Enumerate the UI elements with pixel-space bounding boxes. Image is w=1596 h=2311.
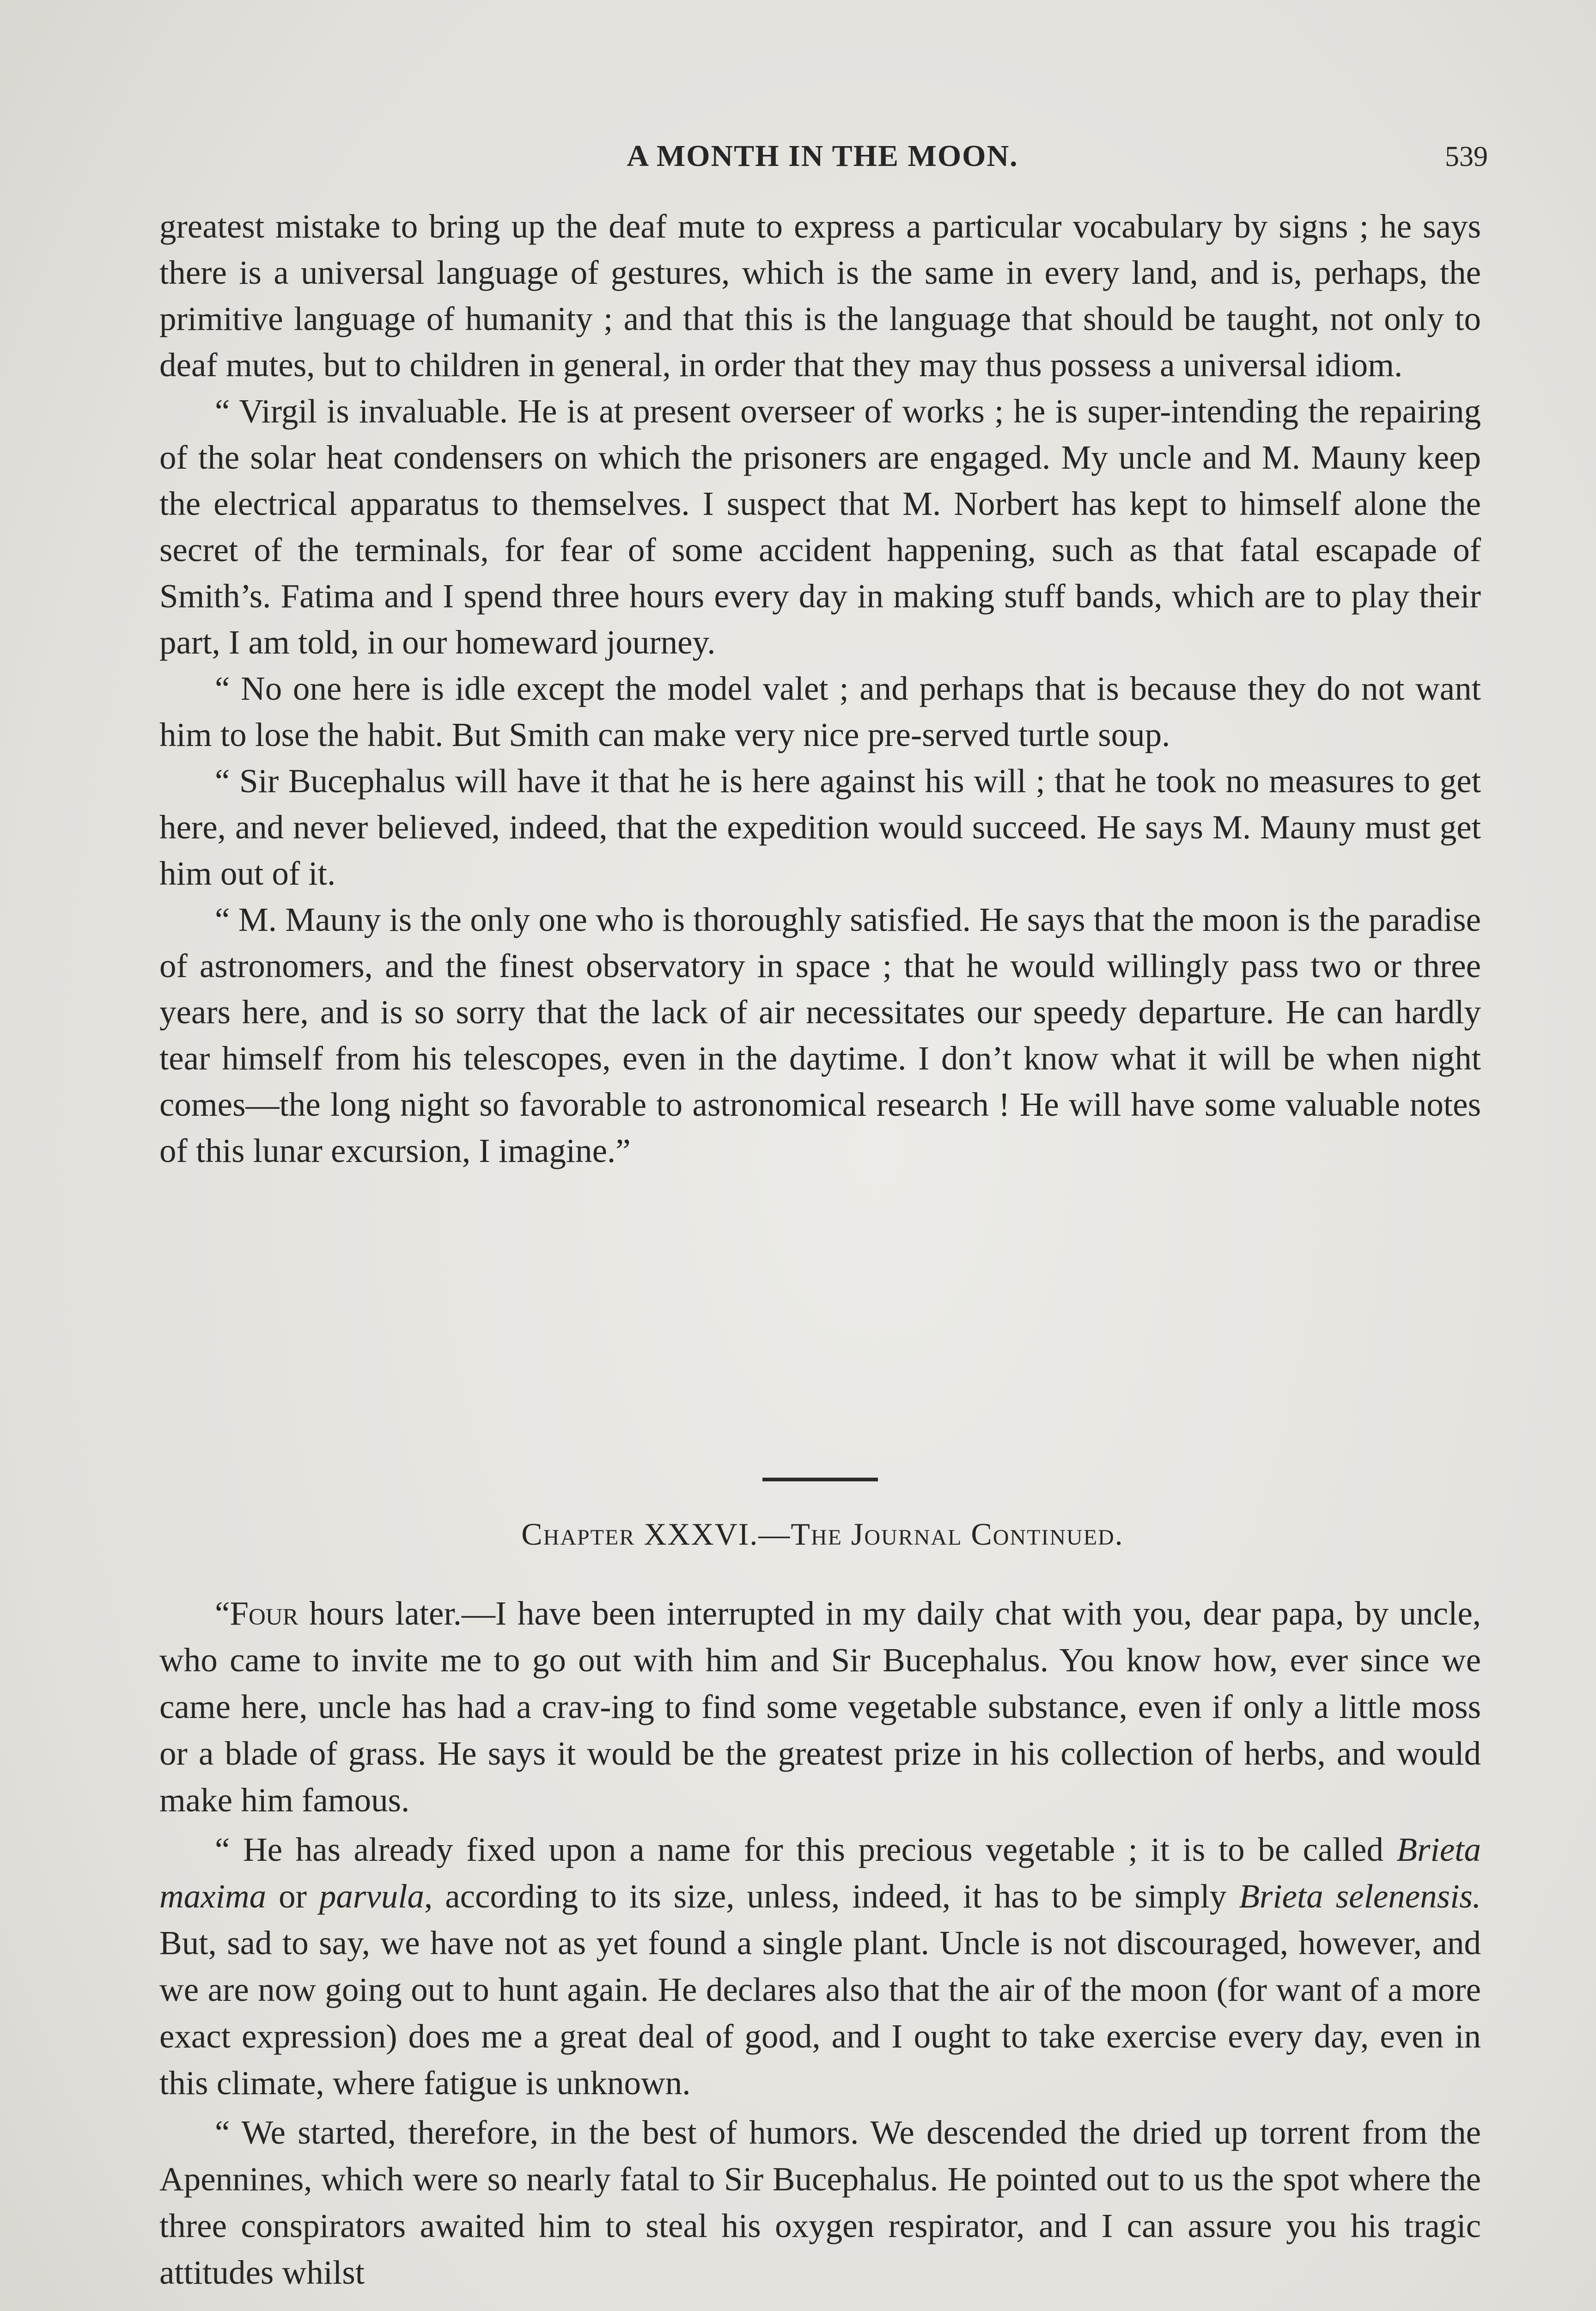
section-divider-rule <box>762 1478 878 1481</box>
paragraph <box>159 1590 1481 1823</box>
italic-term: Brieta maxima <box>159 1831 1481 1915</box>
running-head <box>157 139 1488 180</box>
paragraph: “ No one here is idle except the model valet ; and perhaps that is because they do not want him to lose the habit. But Smith can make very nice pre-served turtle soup. <box>159 670 1481 753</box>
paragraph-text: or <box>266 1877 319 1915</box>
smallcaps-lead: Four <box>230 1595 298 1632</box>
paragraph <box>159 1826 1481 2106</box>
paragraph: “ Virgil is invaluable. He is at present overseer of works ; he is super-intending the repairing of the solar heat condensers on which the prisoners are engaged. My uncle and M. Mauny keep the electrical apparatus to themselves. I suspect that M. Norbert has kept to himself alone the secret of the terminals, for fear of some accident happening, such as that fatal escapade of Smith’s. Fatima and I spend three hours every day in making stuff bands, which are to play their part, I am told, in our homeward journey. <box>159 392 1481 661</box>
paragraph: “ Sir Bucephalus will have it that he is here against his will ; that he took no measures to get here, and never believed, indeed, that the expedition would succeed. He says M. Mauny must get him out of it. <box>159 762 1481 892</box>
paragraph-text: hours later.—I have been interrupted in my daily chat with you, dear papa, by uncle, who came to invite me to go out with him and Sir Bucephalus. You know how, ever since we came here, uncle has had a crav-ing to find some vegetable substance, even if only a little moss or a blade of grass. He says it would be the greatest prize in his collection of herbs, and would make him famous. <box>159 1595 1481 1819</box>
body-text-section-1 <box>159 203 1481 1174</box>
body-text-section-2 <box>159 1590 1481 2299</box>
running-title: A MONTH IN THE MOON. <box>627 139 1018 173</box>
paragraph: greatest mistake to bring up the deaf mute to express a particular vocabulary by signs ; he says there is a universal language of gestures, which is the same in every land, and is, perhaps, the primitive language of humanity ; and that this is the language that should be taught, not only to deaf mutes, but to children in general, in order that they may thus possess a universal idiom. <box>159 208 1481 384</box>
paragraph-text: “ He has already fixed upon a name for this precious vegetable ; it is to be called <box>215 1831 1397 1868</box>
paragraph-text: , according to its size, unless, indeed, it has to be simply <box>424 1877 1239 1915</box>
page-number: 539 <box>1445 141 1488 172</box>
chapter-heading: Chapter XXXVI.—The Journal Continued. <box>521 1516 1124 1552</box>
paragraph-text: But, sad to say, we have not as yet found a single plant. Uncle is not discouraged, however, and we are now going out to hunt again. He declares also that the air of the moon (for want of a more exact expression) does me a great deal of good, and I ought to take exercise every day, even in this climate, where fatigue is unknown. <box>159 1924 1481 2102</box>
paragraph: “ We started, therefore, in the best of humors. We descended the dried up torrent from the Apennines, which were so nearly fatal to Sir Bucephalus. He pointed out to us the spot where the three conspirators awaited him to steal his oxygen respirator, and I can assure you his tragic attitudes whilst <box>159 2114 1481 2291</box>
italic-term: parvula <box>319 1877 425 1915</box>
paragraph: “ M. Mauny is the only one who is thoroughly satisfied. He says that the moon is the paradise of astronomers, and the finest observatory in space ; that he would willingly pass two or three years here, and is so sorry that the lack of air necessitates our speedy departure. He can hardly tear himself from his telescopes, even in the daytime. I don’t know what it will be when night comes—the long night so favorable to astronomical research ! He will have some valuable notes of this lunar excursion, I imagine.” <box>159 901 1481 1169</box>
italic-term: Brieta selenensis. <box>1239 1877 1481 1915</box>
open-quote: “ <box>215 1595 230 1632</box>
